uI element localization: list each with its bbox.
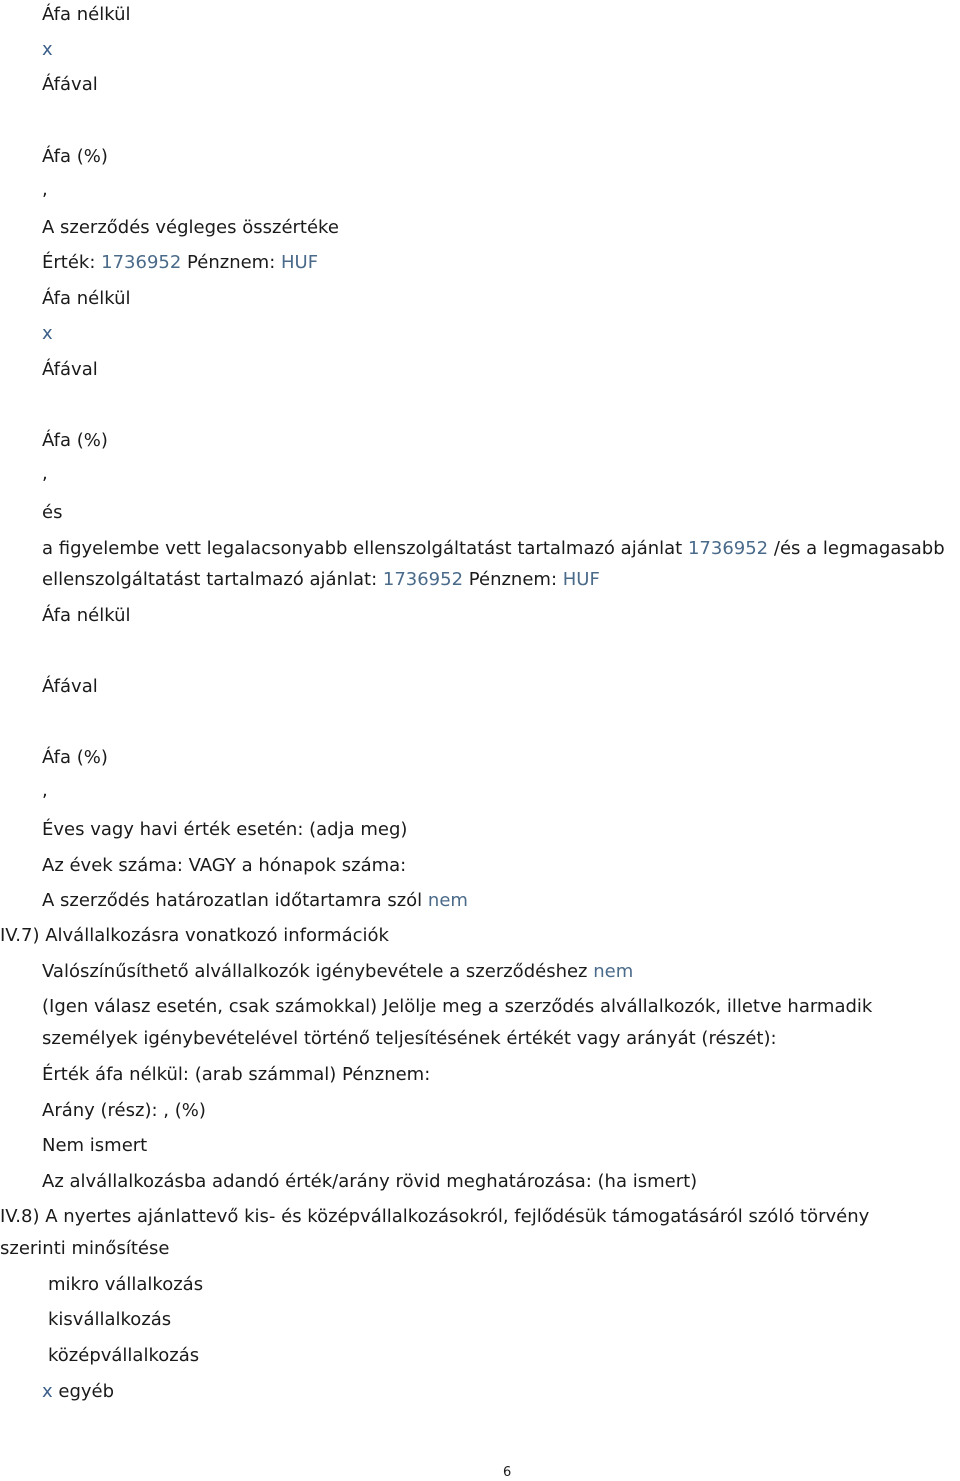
final-value-row bbox=[42, 251, 318, 275]
rovid-meghatarozas-label: Az alvállalkozásba adandó érték/arány rövid meghatározása: (ha ismert) bbox=[42, 1171, 698, 1192]
penznem-label: Pénznem: bbox=[187, 252, 276, 273]
final-afa-nelkul-check-mark: x bbox=[42, 323, 53, 344]
offers-penznem-label: Pénznem: bbox=[468, 569, 558, 590]
valoszinu-value: nem bbox=[593, 961, 634, 982]
final-value-title: A szerződés végleges összértéke bbox=[42, 217, 339, 238]
section-iv8-heading-line-1: IV.8) A nyertes ajánlattevő kis- és középvállalkozásokról, fejlődésük támogatásáról szóló törvény bbox=[0, 1206, 870, 1227]
valoszinu-label: Valószínűsíthető alvállalkozók igénybevétele a szerződéshez bbox=[42, 961, 588, 982]
hatarozatlan-row bbox=[42, 889, 468, 913]
afa-percent-value: , bbox=[42, 179, 48, 200]
igen-line-1: (Igen válasz esetén, csak számokkal) Jelölje meg a szerződés alvállalkozók, illetve harmadik bbox=[42, 996, 873, 1017]
offers-afaval-label: Áfával bbox=[42, 676, 98, 697]
hatarozatlan-label: A szerződés határozatlan időtartamra szól bbox=[42, 890, 423, 911]
section-iv7-heading: IV.7) Alvállalkozásra vonatkozó információk bbox=[0, 925, 389, 946]
afa-percent-label: Áfa (%) bbox=[42, 146, 108, 167]
nem-ismert-label: Nem ismert bbox=[42, 1135, 148, 1156]
option-kis: kisvállalkozás bbox=[48, 1309, 172, 1330]
offers-line-2 bbox=[42, 568, 600, 592]
lowest-offer-value: 1736952 bbox=[687, 538, 769, 559]
ertek-afa-nelkul-label: Érték áfa nélkül: (arab számmal) Pénznem: bbox=[42, 1064, 431, 1085]
afa-nelkul-check-mark: x bbox=[42, 39, 53, 60]
final-afa-nelkul-label: Áfa nélkül bbox=[42, 288, 131, 309]
ertek-value: 1736952 bbox=[101, 252, 182, 273]
afa-nelkul-label: Áfa nélkül bbox=[42, 4, 131, 25]
hatarozatlan-value: nem bbox=[427, 890, 468, 911]
offers-line-1 bbox=[42, 537, 945, 561]
page-number: 6 bbox=[503, 1465, 512, 1480]
arany-label: Arány (rész): , (%) bbox=[42, 1100, 206, 1121]
egyeb-check-mark: x bbox=[42, 1381, 53, 1402]
offers-afa-nelkul-label: Áfa nélkül bbox=[42, 605, 131, 626]
offers-afa-percent-value: , bbox=[42, 780, 48, 801]
egyeb-label: egyéb bbox=[58, 1381, 115, 1402]
final-afaval-label: Áfával bbox=[42, 359, 98, 380]
final-afa-percent-label: Áfa (%) bbox=[42, 430, 108, 451]
igen-line-2: személyek igénybevételével történő teljesítésének értékét vagy arányát (részét): bbox=[42, 1028, 777, 1049]
option-egyeb bbox=[42, 1380, 114, 1404]
es-label: és bbox=[42, 502, 63, 523]
option-mikro: mikro vállalkozás bbox=[48, 1274, 204, 1295]
highest-offer-value: 1736952 bbox=[382, 569, 464, 590]
offers-line-2-text: ellenszolgáltatást tartalmazó ajánlat: bbox=[42, 569, 378, 590]
afaval-label: Áfával bbox=[42, 74, 98, 95]
final-afa-percent-value: , bbox=[42, 463, 48, 484]
penznem-value: HUF bbox=[281, 252, 319, 273]
option-kozep: középvállalkozás bbox=[48, 1345, 200, 1366]
offers-penznem-value: HUF bbox=[562, 569, 600, 590]
evek-honapok-label: Az évek száma: VAGY a hónapok száma: bbox=[42, 855, 407, 876]
offers-afa-percent-label: Áfa (%) bbox=[42, 747, 108, 768]
section-iv8-heading-line-2: szerinti minősítése bbox=[0, 1238, 170, 1259]
offers-line-1-text: a figyelembe vett legalacsonyabb ellenszolgáltatást tartalmazó ajánlat bbox=[42, 538, 683, 559]
eves-havi-label: Éves vagy havi érték esetén: (adja meg) bbox=[42, 819, 408, 840]
ertek-label: Érték: bbox=[42, 252, 96, 273]
offers-line-1-tail: /és a legmagasabb bbox=[773, 538, 945, 559]
valoszinu-row bbox=[42, 960, 633, 984]
